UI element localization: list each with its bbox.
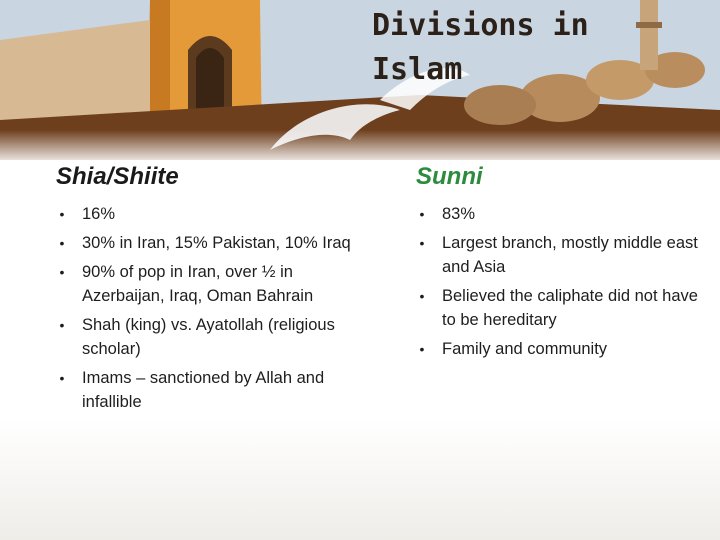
bullet-icon: • [59, 235, 65, 251]
sunni-heading: Sunni [416, 163, 483, 190]
shia-heading: Shia/Shiite [56, 163, 179, 190]
list-item [56, 313, 356, 361]
bullet-icon: • [59, 317, 65, 333]
list-item [56, 366, 356, 414]
list-item [416, 284, 716, 332]
bullet-icon: • [419, 206, 425, 222]
bullet-text: 90% of pop in Iran, over ½ in Azerbaijan, Iraq, Oman Bahrain [82, 263, 314, 305]
bullet-text: Imams – sanctioned by Allah and infallible [82, 369, 325, 411]
bullet-text: Largest branch, mostly middle east and Asia [442, 234, 698, 276]
bullet-text: 30% in Iran, 15% Pakistan, 10% Iraq [82, 234, 351, 252]
bullet-text: 16% [82, 205, 116, 223]
bullet-text: Shah (king) vs. Ayatollah (religious scholar) [82, 316, 335, 358]
list-item [56, 231, 356, 255]
bullet-icon: • [419, 288, 425, 304]
list-item [416, 231, 716, 279]
list-item [416, 337, 716, 361]
slide-title: Divisions in Islam [372, 8, 589, 87]
bullet-icon: • [419, 341, 425, 357]
bullet-icon: • [59, 264, 65, 280]
bullet-icon: • [419, 235, 425, 251]
sunni-bullet-list [416, 202, 716, 361]
bullet-text: Believed the caliphate did not have to be hereditary [442, 287, 698, 329]
list-item [416, 202, 716, 226]
shia-bullet-list [56, 202, 356, 414]
bottom-gradient [0, 420, 720, 540]
bullet-text: 83% [442, 205, 476, 223]
banner-fade [0, 130, 720, 160]
bullet-icon: • [59, 370, 65, 386]
bullet-icon: • [59, 206, 65, 222]
sunni-column [416, 160, 716, 366]
bullet-text: Family and community [442, 340, 608, 358]
list-item [56, 202, 356, 226]
shia-column [56, 160, 356, 419]
list-item [56, 260, 356, 308]
